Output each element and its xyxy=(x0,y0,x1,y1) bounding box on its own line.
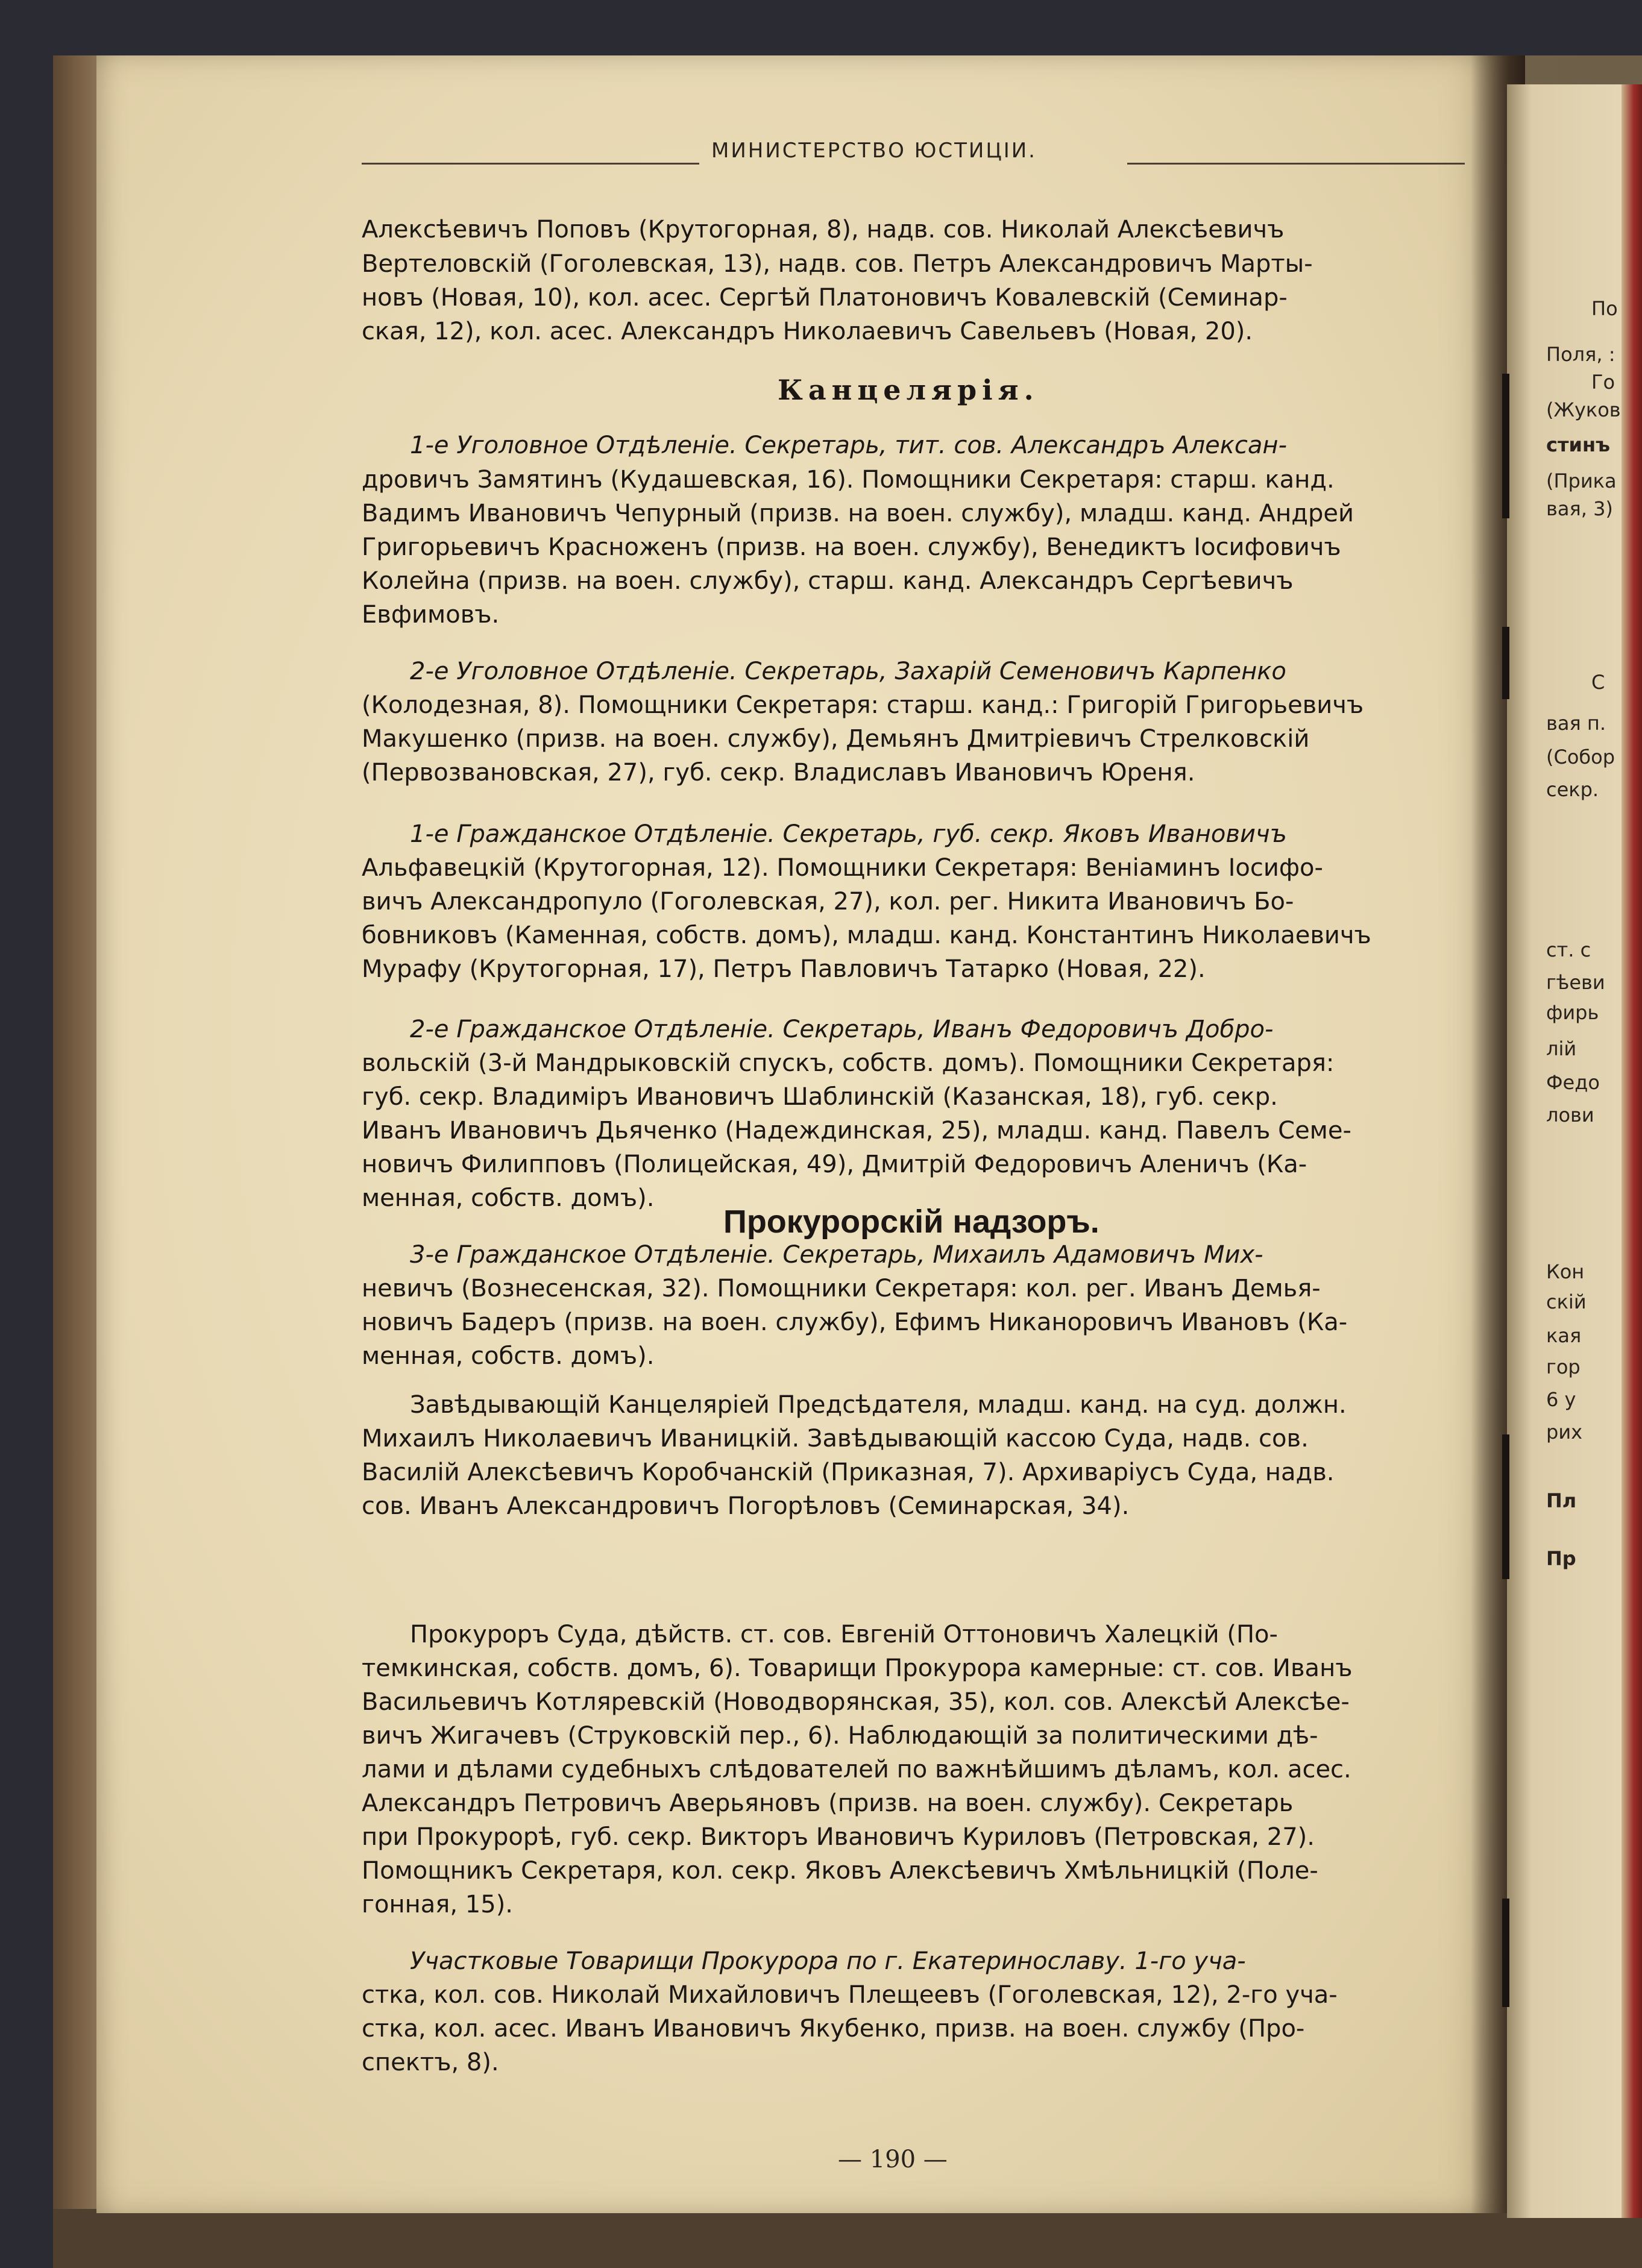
text-line: губ. секр. Владиміръ Ивановичъ Шаблинскій (Казанская, 18), губ. секр. xyxy=(362,1083,1278,1111)
text-line: менная, собств. домъ). xyxy=(362,1342,655,1370)
right-page-text: скій xyxy=(1546,1290,1587,1313)
right-page-text: лови xyxy=(1546,1104,1594,1126)
page-number: — 190 — xyxy=(838,2146,948,2173)
text-line: стка, кол. асес. Иванъ Ивановичъ Якубенко, призв. на воен. службу (Про- xyxy=(362,2015,1305,2043)
text-line: Участковые Товарищи Прокурора по г. Екатеринославу. 1-го уча- xyxy=(410,1947,1246,1975)
right-page-text: кая xyxy=(1546,1324,1582,1347)
text-line: новичъ Филипповъ (Полицейская, 49), Дмитрій Федоровичъ Аленичъ (Ка- xyxy=(362,1151,1307,1178)
text-line: (Колодезная, 8). Помощники Секретаря: старш. канд.: Григорій Григорьевичъ xyxy=(362,691,1364,719)
right-page-text: Кон xyxy=(1546,1260,1585,1283)
text-line: Макушенко (призв. на воен. службу), Демьянъ Дмитріевичъ Стрелковскій xyxy=(362,725,1310,753)
text-line: 2-е Гражданское Отдѣленіе. Секретарь, Иванъ Федоровичъ Добро- xyxy=(410,1016,1274,1043)
right-page-text: По xyxy=(1591,297,1618,320)
text-line: спектъ, 8). xyxy=(362,2049,499,2076)
right-page-text: рих xyxy=(1546,1421,1583,1443)
section-title-chancery: Канцелярія. xyxy=(778,374,1039,406)
text-line: бовниковъ (Каменная, собств. домъ), младш. канд. Константинъ Николаевичъ xyxy=(362,922,1371,949)
text-line: новичъ Бадеръ (призв. на воен. службу), Ефимъ Никаноровичъ Ивановъ (Ка- xyxy=(362,1308,1348,1336)
text-line: 2-е Уголовное Отдѣленіе. Секретарь, Захарій Семеновичъ Карпенко xyxy=(410,658,1286,685)
text-line: Вертеловскій (Гоголевская, 13), надв. сов. Петръ Александровичъ Марты- xyxy=(362,250,1313,278)
book-bottom-edge xyxy=(53,2209,1642,2268)
right-page-text: секр. xyxy=(1546,778,1599,801)
section-title-prosecution: Прокурорскій надзоръ. xyxy=(723,1204,1099,1240)
header-rule-right xyxy=(1127,163,1465,165)
right-page-text: лій xyxy=(1546,1037,1577,1060)
text-line: Завѣдывающій Канцеляріей Предсѣдателя, младш. канд. на суд. должн. xyxy=(410,1391,1347,1419)
right-page-text: Федо xyxy=(1546,1071,1600,1094)
text-line: Вадимъ Ивановичъ Чепурный (призв. на воен. службу), младш. канд. Андрей xyxy=(362,500,1354,527)
right-page-text: Го xyxy=(1591,371,1615,394)
text-line: невичъ (Вознесенская, 32). Помощники Секретаря: кол. рег. Иванъ Демья- xyxy=(362,1275,1321,1302)
running-header: МИНИСТЕРСТВО ЮСТИЦІИ. xyxy=(711,139,1037,163)
right-bracket-1 xyxy=(1502,374,1509,518)
right-page-text: гор xyxy=(1546,1355,1581,1378)
text-line: Помощникъ Секретаря, кол. секр. Яковъ Алексѣевичъ Хмѣльницкій (Поле- xyxy=(362,1857,1318,1885)
right-page-text: (Прика xyxy=(1546,470,1617,492)
right-page-text: (Жуков xyxy=(1546,398,1621,421)
right-page-text: С xyxy=(1591,671,1605,694)
text-line: новъ (Новая, 10), кол. асес. Сергѣй Платоновичъ Ковалевскій (Семинар- xyxy=(362,284,1288,312)
right-book-edge xyxy=(1622,84,1642,2218)
right-bracket-4 xyxy=(1502,1899,1509,2007)
right-page-text: 6 у xyxy=(1546,1388,1576,1411)
right-page-text: вая, 3) xyxy=(1546,497,1613,520)
text-line: Алексѣевичъ Поповъ (Крутогорная, 8), надв. сов. Николай Алексѣевичъ xyxy=(362,216,1285,243)
text-line: дровичъ Замятинъ (Кудашевская, 16). Помощники Секретаря: старш. канд. xyxy=(362,466,1335,494)
text-line: стка, кол. сов. Николай Михайловичъ Плещеевъ (Гоголевская, 12), 2-го уча- xyxy=(362,1981,1338,2009)
right-page-text: ст. с xyxy=(1546,938,1591,961)
right-page-text: Пл xyxy=(1546,1489,1577,1512)
right-page-text: гѣеви xyxy=(1546,971,1605,994)
text-line: темкинская, собств. домъ, 6). Товарищи Прокурора камерные: ст. сов. Иванъ xyxy=(362,1654,1353,1682)
right-page-text: Пр xyxy=(1546,1547,1576,1570)
text-line: лами и дѣлами судебныхъ слѣдователей по важнѣйшимъ дѣламъ, кол. асес. xyxy=(362,1756,1351,1783)
right-bracket-2 xyxy=(1502,627,1509,699)
text-line: Евфимовъ. xyxy=(362,601,500,629)
text-line: Григорьевичъ Красноженъ (призв. на воен. службу), Венедиктъ Іосифовичъ xyxy=(362,533,1341,561)
text-line: Александръ Петровичъ Аверьяновъ (призв. на воен. службу). Секретарь xyxy=(362,1789,1294,1817)
text-line: Альфавецкій (Крутогорная, 12). Помощники Секретаря: Веніаминъ Іосифо- xyxy=(362,854,1323,882)
right-page-text: стинъ xyxy=(1546,433,1611,456)
text-line: гонная, 15). xyxy=(362,1891,514,1918)
header-rule-left xyxy=(362,163,699,165)
right-page-text: (Собор xyxy=(1546,746,1615,768)
text-line: Иванъ Ивановичъ Дьяченко (Надеждинская, 25), младш. канд. Павелъ Семе- xyxy=(362,1117,1351,1145)
text-line: вичъ Александропуло (Гоголевская, 27), кол. рег. Никита Ивановичъ Бо- xyxy=(362,888,1294,916)
text-line: Михаилъ Николаевичъ Иваницкій. Завѣдывающій кассою Суда, надв. сов. xyxy=(362,1425,1309,1453)
text-line: менная, собств. домъ). xyxy=(362,1184,655,1212)
text-line: Прокуроръ Суда, дѣйств. ст. сов. Евгеній Оттоновичъ Халецкій (По- xyxy=(410,1621,1278,1648)
text-line: вольскій (3-й Мандрыковскій спускъ, собств. домъ). Помощники Секретаря: xyxy=(362,1049,1335,1077)
text-line: при Прокурорѣ, губ. секр. Викторъ Ивановичъ Куриловъ (Петровская, 27). xyxy=(362,1823,1315,1851)
text-line: 1-е Гражданское Отдѣленіе. Секретарь, губ. секр. Яковъ Ивановичъ xyxy=(410,820,1287,848)
text-line: вичъ Жигачевъ (Струковскій пер., 6). Наблюдающій за политическими дѣ- xyxy=(362,1722,1318,1750)
text-line: (Первозвановская, 27), губ. секр. Владиславъ Ивановичъ Юреня. xyxy=(362,759,1195,787)
book-cover-edge xyxy=(53,55,98,2268)
text-line: сов. Иванъ Александровичъ Погорѣловъ (Семинарская, 34). xyxy=(362,1492,1130,1520)
text-line: Васильевичъ Котляревскій (Новодворянская, 35), кол. сов. Алексѣй Алексѣе- xyxy=(362,1688,1350,1716)
right-page-text: Поля, : xyxy=(1546,343,1615,366)
text-line: 1-е Уголовное Отдѣленіе. Секретарь, тит. сов. Александръ Алексан- xyxy=(410,432,1287,459)
right-page-text: фирь xyxy=(1546,1001,1599,1024)
text-line: Василій Алексѣевичъ Коробчанскій (Приказная, 7). Архиваріусъ Суда, надв. xyxy=(362,1459,1335,1486)
text-line: Мурафу (Крутогорная, 17), Петръ Павловичъ Татарко (Новая, 22). xyxy=(362,955,1206,983)
text-line: Колейна (призв. на воен. службу), старш. канд. Александръ Сергѣевичъ xyxy=(362,567,1294,595)
right-page-text: вая п. xyxy=(1546,712,1606,735)
text-line: ская, 12), кол. асес. Александръ Николаевичъ Савельевъ (Новая, 20). xyxy=(362,318,1253,345)
right-bracket-3 xyxy=(1502,1434,1509,1579)
text-line: 3-е Гражданское Отдѣленіе. Секретарь, Михаилъ Адамовичъ Мих- xyxy=(410,1241,1263,1269)
